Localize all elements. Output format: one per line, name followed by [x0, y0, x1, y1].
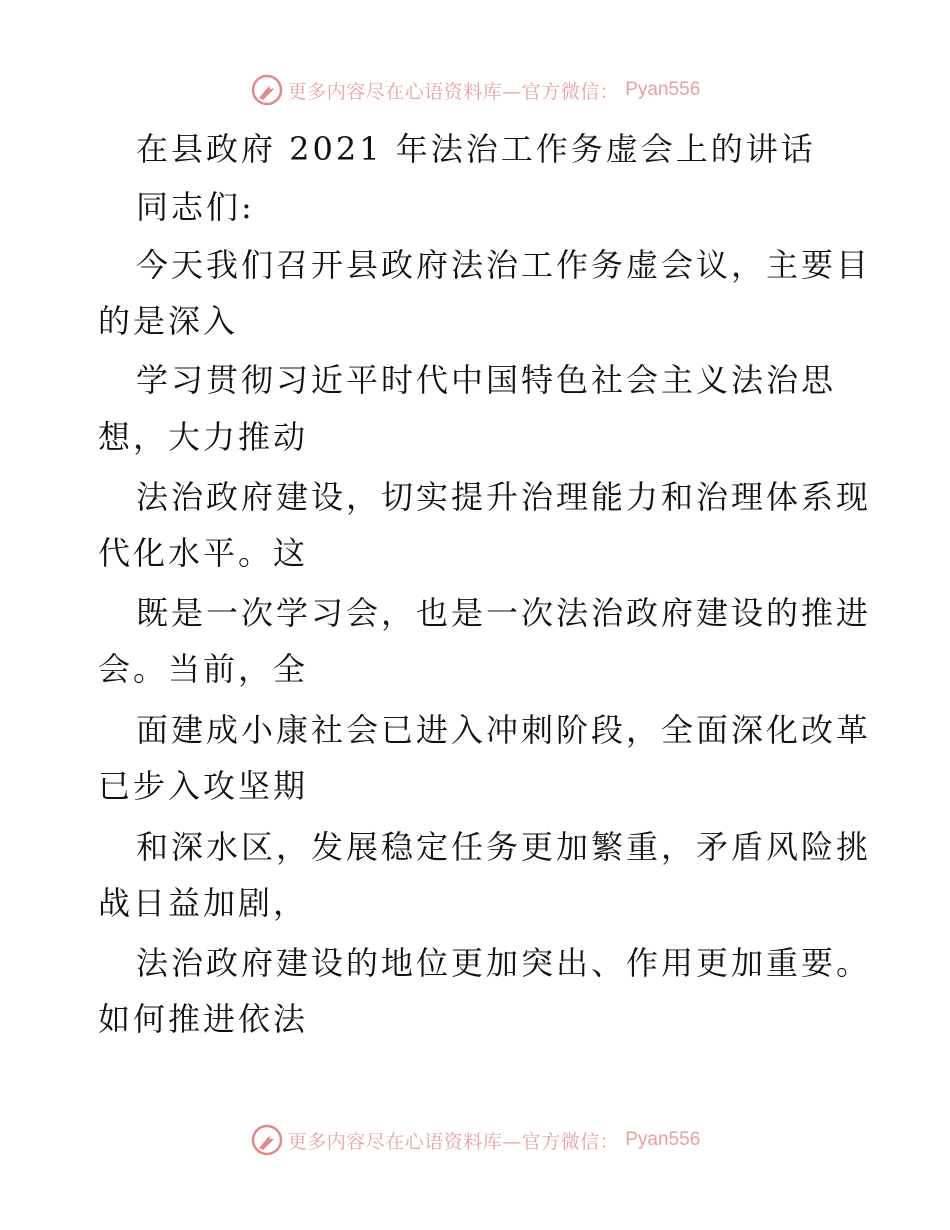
paragraph-line: 既是一次学习会，也是一次法治政府建设的推进: [136, 594, 872, 632]
paragraph-line: 法治政府建设的地位更加突出、作用更加重要。: [136, 944, 872, 982]
paragraph-line: 今天我们召开县政府法治工作务虚会议，主要目: [136, 246, 872, 284]
paragraph-line: 已步入攻坚期: [98, 767, 309, 805]
paragraph-line: 会。当前，全: [98, 650, 309, 688]
pen-nib-icon: [250, 73, 284, 107]
paragraph-line: 的是深入: [98, 302, 239, 340]
pen-nib-icon: [250, 1123, 284, 1157]
watermark-wechat-id: Pyan556: [625, 1129, 701, 1150]
footer-watermark: [0, 1120, 950, 1160]
salutation: 同志们:: [136, 188, 255, 226]
watermark-wechat-id: Pyan556: [625, 79, 701, 100]
paragraph-line: 想，大力推动: [98, 418, 309, 456]
paragraph-line: 学习贯彻习近平时代中国特色社会主义法治思: [136, 361, 837, 399]
paragraph-line: 面建成小康社会已进入冲刺阶段，全面深化改革: [136, 711, 872, 749]
paragraph-line: 法治政府建设，切实提升治理能力和治理体系现: [136, 478, 872, 516]
document-title: 在县政府 2021 年法治工作务虚会上的讲话: [136, 130, 816, 168]
paragraph-line: 如何推进依法: [98, 1000, 309, 1038]
watermark-text: 更多内容尽在心语资料库—官方微信：: [287, 1130, 620, 1153]
header-watermark: [0, 70, 950, 110]
paragraph-line: 战日益加剧，: [98, 884, 309, 922]
watermark-text: 更多内容尽在心语资料库—官方微信：: [287, 80, 620, 103]
paragraph-line: 代化水平。这: [98, 534, 309, 572]
paragraph-line: 和深水区，发展稳定任务更加繁重，矛盾风险挑: [136, 828, 872, 866]
